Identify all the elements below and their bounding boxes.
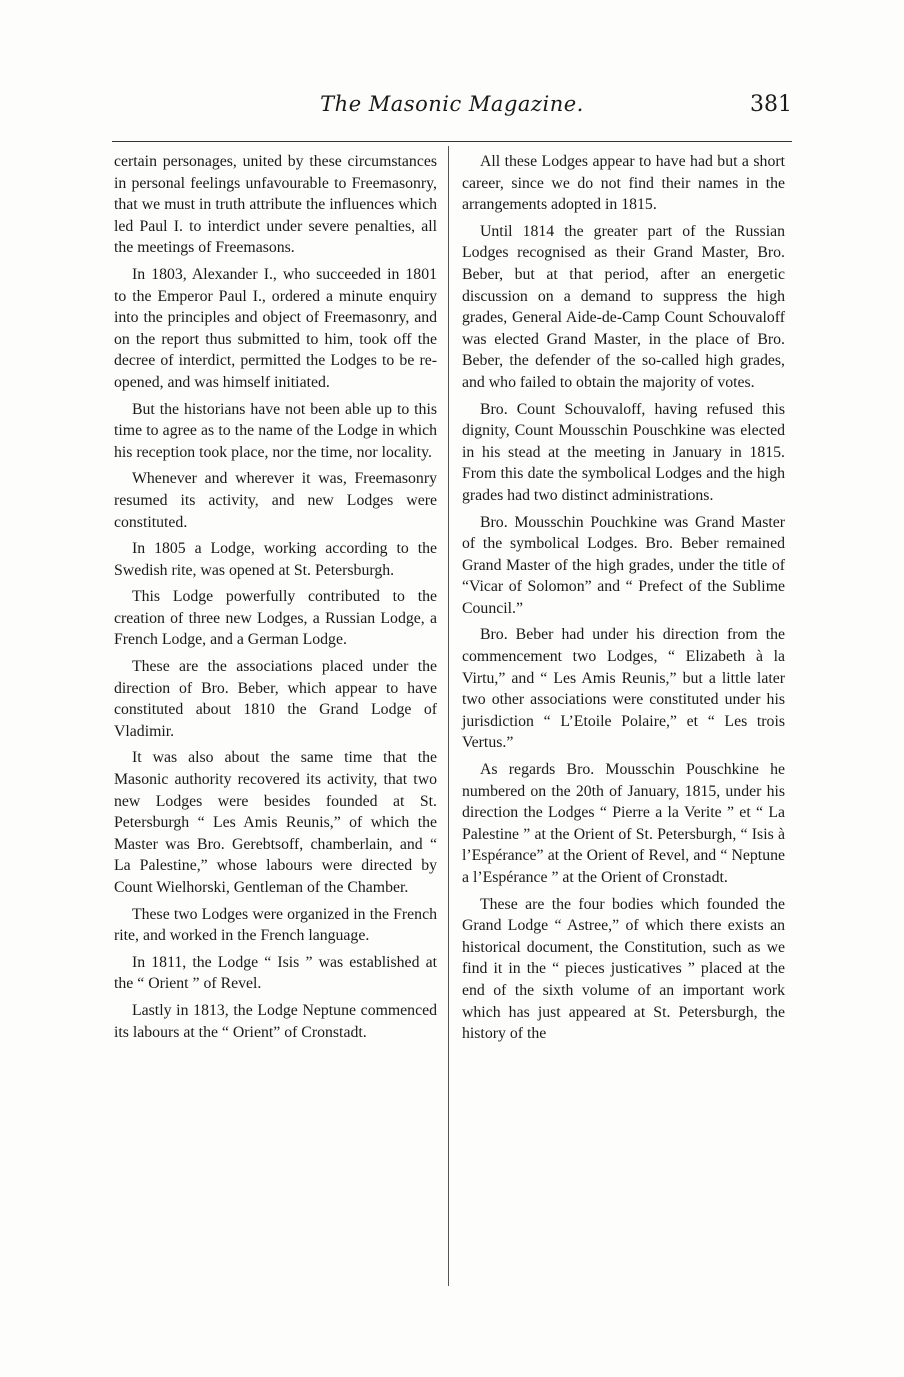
running-title: The Masonic Magazine. xyxy=(320,92,584,116)
paragraph: Bro. Beber had under his direction from the commencement two Lodges, “ Elizabeth à la Virtu,” and “ Les Amis Reunis,” but a little later two other associations were constituted under his jurisdiction “ L’Etoile Polaire,” et “ Les trois Vertus.” xyxy=(462,626,785,752)
page-number: 381 xyxy=(750,92,792,117)
paragraph: Lastly in 1813, the Lodge Neptune commenced its labours at the “ Orient” of Cronstadt. xyxy=(114,1001,437,1041)
paragraph: As regards Bro. Mousschin Pouschkine he numbered on the 20th of January, 1815, under his direction the Lodges “ Pierre a la Verite ” et “ La Palestine ” at the Orient of St. Petersburgh, “ Isis à l’Espérance” at the Orient of Revel, and “ Neptune a l’Espérance ” at the Orient of Cronstadt. xyxy=(462,761,785,886)
left-column xyxy=(114,151,437,1048)
paragraph: This Lodge powerfully contributed to the creation of three new Lodges, a Russian Lodge, a French Lodge, and a German Lodge. xyxy=(114,588,437,649)
right-column xyxy=(462,151,785,1050)
paragraph: But the historians have not been able up to this time to agree as to the name of the Lodge in which his reception took place, nor the time, nor locality. xyxy=(114,400,437,461)
paragraph: Bro. Count Schouvaloff, having refused this dignity, Count Mousschin Pouschkine was elected in his stead at the meeting in January in 1815. From this date the symbolical Lodges and the high grades had two distinct administrations. xyxy=(462,400,785,504)
column-divider xyxy=(448,146,449,1286)
paragraph: Until 1814 the greater part of the Russian Lodges recognised as their Grand Master, Bro. Beber, but at that period, after an energetic discussion on a demand to suppress the high grades, General Aide-de-Camp Count Schouvaloff was elected Grand Master, in the place of Bro. Beber, the defender of the so-called high grades, and who failed to obtain the majority of votes. xyxy=(462,222,785,391)
paragraph: It was also about the same time that the Masonic authority recovered its activity, that two new Lodges were besides founded at St. Petersburgh “ Les Amis Reunis,” of which the Master was Bro. Gerebtsoff, chamberlain, and “ La Palestine,” whose labours were directed by Count Wielhorski, Gentleman of the Chamber. xyxy=(114,749,437,896)
paragraph: In 1803, Alexander I., who succeeded in 1801 to the Emperor Paul I., ordered a minute enquiry into the principles and object of Freemasonry, and on the report thus submitted to him, took off the decree of interdict, permitted the Lodges to be re-opened, and was himself initiated. xyxy=(114,265,437,391)
paragraph: All these Lodges appear to have had but a short career, since we do not find their names in the arrangements adopted in 1815. xyxy=(462,153,785,214)
paragraph: In 1811, the Lodge “ Isis ” was established at the “ Orient ” of Revel. xyxy=(114,953,437,993)
paragraph: These are the four bodies which founded the Grand Lodge “ Astree,” of which there exists an historical document, the Constitution, such as we find it in the “ pieces justicatives ” placed at the end of the sixth volume of an important work which has just appeared at St. Petersburgh, the history of the xyxy=(462,895,785,1043)
paragraph: Bro. Mousschin Pouchkine was Grand Master of the symbolical Lodges. Bro. Beber remained Grand Master of the high grades, under the title of “Vicar of Solomon” and “ Prefect of the Sublime Council.” xyxy=(462,513,785,617)
paragraph: These are the associations placed under the direction of Bro. Beber, which appear to have constituted about 1810 the Grand Lodge of Vladimir. xyxy=(114,658,437,740)
paragraph: In 1805 a Lodge, working according to the Swedish rite, was opened at St. Petersburgh. xyxy=(114,540,437,579)
running-head xyxy=(112,92,792,126)
header-rule xyxy=(112,141,792,142)
paragraph: certain personages, united by these circumstances in personal feelings unfavourable to Freemasonry, that we must in truth attribute the influences which led Paul I. to interdict under severe penalties, all the meetings of Freemasons. xyxy=(114,153,437,257)
paragraph: These two Lodges were organized in the French rite, and worked in the French language. xyxy=(114,905,437,945)
paragraph: Whenever and wherever it was, Freemasonry resumed its activity, and new Lodges were constituted. xyxy=(114,470,437,531)
